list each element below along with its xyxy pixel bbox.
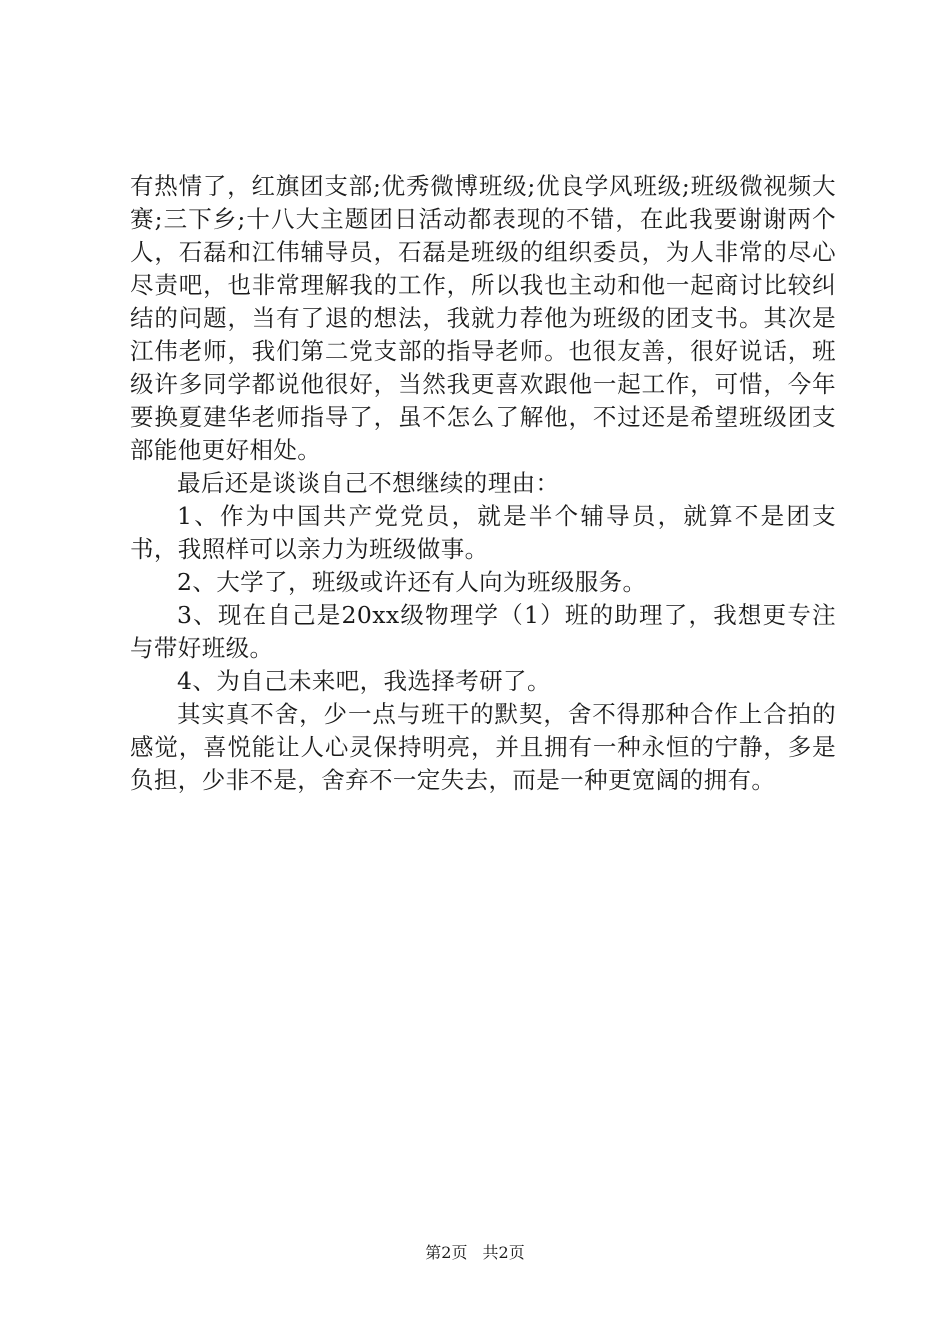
page-number-total: 共2页 xyxy=(482,1243,525,1262)
page-footer xyxy=(0,1243,950,1263)
page-number-current: 第2页 xyxy=(425,1243,468,1262)
paragraph-3: 1、作为中国共产党党员，就是半个辅导员，就算不是团支书，我照样可以亲力为班级做事。 xyxy=(130,502,836,563)
paragraph-4: 2、大学了，班级或许还有人向为班级服务。 xyxy=(177,568,647,596)
document-body xyxy=(130,170,836,797)
paragraph-7: 其实真不舍，少一点与班干的默契，舍不得那种合作上合拍的感觉，喜悦能让人心灵保持明亮，并且拥有一种永恒的宁静，多是负担，少非不是，舍弃不一定失去，而是一种更宽阔的拥有。 xyxy=(130,700,836,794)
paragraph-1: 有热情了，红旗团支部;优秀微博班级;优良学风班级;班级微视频大赛;三下乡;十八大主题团日活动都表现的不错，在此我要谢谢两个人，石磊和江伟辅导员，石磊是班级的组织委员，为人非常的尽心尽责吧，也非常理解我的工作，所以我也主动和他一起商讨比较纠结的问题，当有了退的想法，我就力荐他为班级的团支书。其次是江伟老师，我们第二党支部的指导老师。也很友善，很好说话，班级许多同学都说他很好，当然我更喜欢跟他一起工作，可惜，今年要换夏建华老师指导了，虽不怎么了解他，不过还是希望班级团支部能他更好相处。 xyxy=(130,172,836,464)
paragraph-6: 4、为自己未来吧，我选择考研了。 xyxy=(177,667,551,695)
paragraph-2: 最后还是谈谈自己不想继续的理由： xyxy=(177,469,560,497)
paragraph-5: 3、现在自己是20xx级物理学（1）班的助理了，我想更专注与带好班级。 xyxy=(130,601,836,662)
